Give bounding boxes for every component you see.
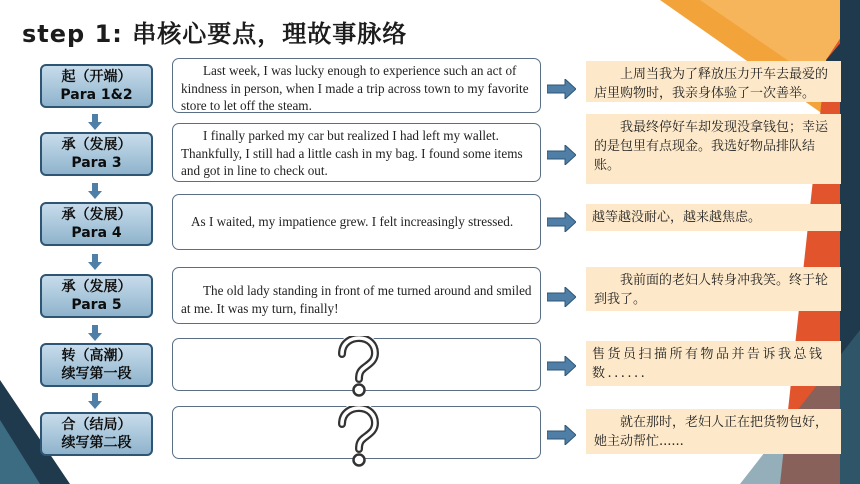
right-arrow-icon bbox=[547, 287, 576, 307]
right-arrow-icon bbox=[547, 356, 576, 376]
summary-note bbox=[586, 341, 841, 386]
summary-text: 就在那时，老妇人正在把货物包好，她主动帮忙...... bbox=[594, 415, 829, 449]
summary-note bbox=[586, 204, 841, 231]
summary-text: 越等越没耐心，越来越焦虑。 bbox=[592, 210, 762, 225]
para-text-box bbox=[172, 123, 541, 182]
stage-label-para-1-2 bbox=[40, 64, 153, 108]
summary-note bbox=[586, 61, 841, 102]
stage-para: 续写第二段 bbox=[61, 435, 132, 451]
summary-note bbox=[586, 114, 841, 184]
down-arrow-icon bbox=[88, 254, 102, 270]
stage-para: Para 1&2 bbox=[60, 87, 133, 103]
para-text: Last week, I was lucky enough to experience such an act of kindness in person, when I made a trip across town to my favorite store to let off the steam. bbox=[181, 63, 529, 113]
stage-name: 起（开端） bbox=[61, 69, 132, 85]
stage-name: 承（发展） bbox=[61, 207, 132, 223]
summary-note bbox=[586, 409, 841, 454]
right-arrow-icon bbox=[547, 79, 576, 99]
stage-para: Para 3 bbox=[71, 155, 122, 171]
stage-name: 转（高潮） bbox=[61, 348, 132, 364]
stage-label-para-3 bbox=[40, 132, 153, 176]
summary-note bbox=[586, 267, 841, 311]
down-arrow-icon bbox=[88, 183, 102, 199]
para-text-box bbox=[172, 194, 541, 250]
para-text-box bbox=[172, 58, 541, 113]
right-arrow-icon bbox=[547, 212, 576, 232]
question-mark-icon bbox=[336, 406, 380, 468]
summary-text: 售货员扫描所有物品并告诉我总钱数...... bbox=[592, 347, 825, 381]
right-arrow-icon bbox=[547, 425, 576, 445]
stage-para: Para 4 bbox=[71, 225, 122, 241]
down-arrow-icon bbox=[88, 114, 102, 130]
stage-label-ending bbox=[40, 412, 153, 456]
stage-para: Para 5 bbox=[71, 297, 122, 313]
stage-name: 合（结局） bbox=[61, 417, 132, 433]
para-text-box bbox=[172, 267, 541, 324]
page-title: step 1: 串核心要点，理故事脉络 bbox=[22, 20, 408, 48]
down-arrow-icon bbox=[88, 325, 102, 341]
down-arrow-icon bbox=[88, 393, 102, 409]
stage-label-para-5 bbox=[40, 274, 153, 318]
para-text: I finally parked my car but realized I had left my wallet. Thankfully, I still had a little cash in my bag. I found some items and got in line to check out. bbox=[181, 128, 523, 178]
summary-text: 上周当我为了释放压力开车去最爱的店里购物时，我亲身体验了一次善举。 bbox=[594, 67, 829, 101]
para-text: The old lady standing in front of me turned around and smiled at me. It was my turn, finally! bbox=[181, 283, 532, 316]
stage-label-para-4 bbox=[40, 202, 153, 246]
stage-label-climax bbox=[40, 343, 153, 387]
right-arrow-icon bbox=[547, 145, 576, 165]
stage-name: 承（发展） bbox=[61, 137, 132, 153]
stage-para: 续写第一段 bbox=[61, 366, 132, 382]
question-mark-icon bbox=[336, 336, 380, 398]
stage-name: 承（发展） bbox=[61, 279, 132, 295]
summary-text: 我前面的老妇人转身冲我笑。终于轮到我了。 bbox=[594, 273, 829, 307]
summary-text: 我最终停好车却发现没拿钱包；幸运的是包里有点现金。我选好物品排队结账。 bbox=[594, 120, 829, 173]
para-text: As I waited, my impatience grew. I felt increasingly stressed. bbox=[191, 214, 514, 229]
